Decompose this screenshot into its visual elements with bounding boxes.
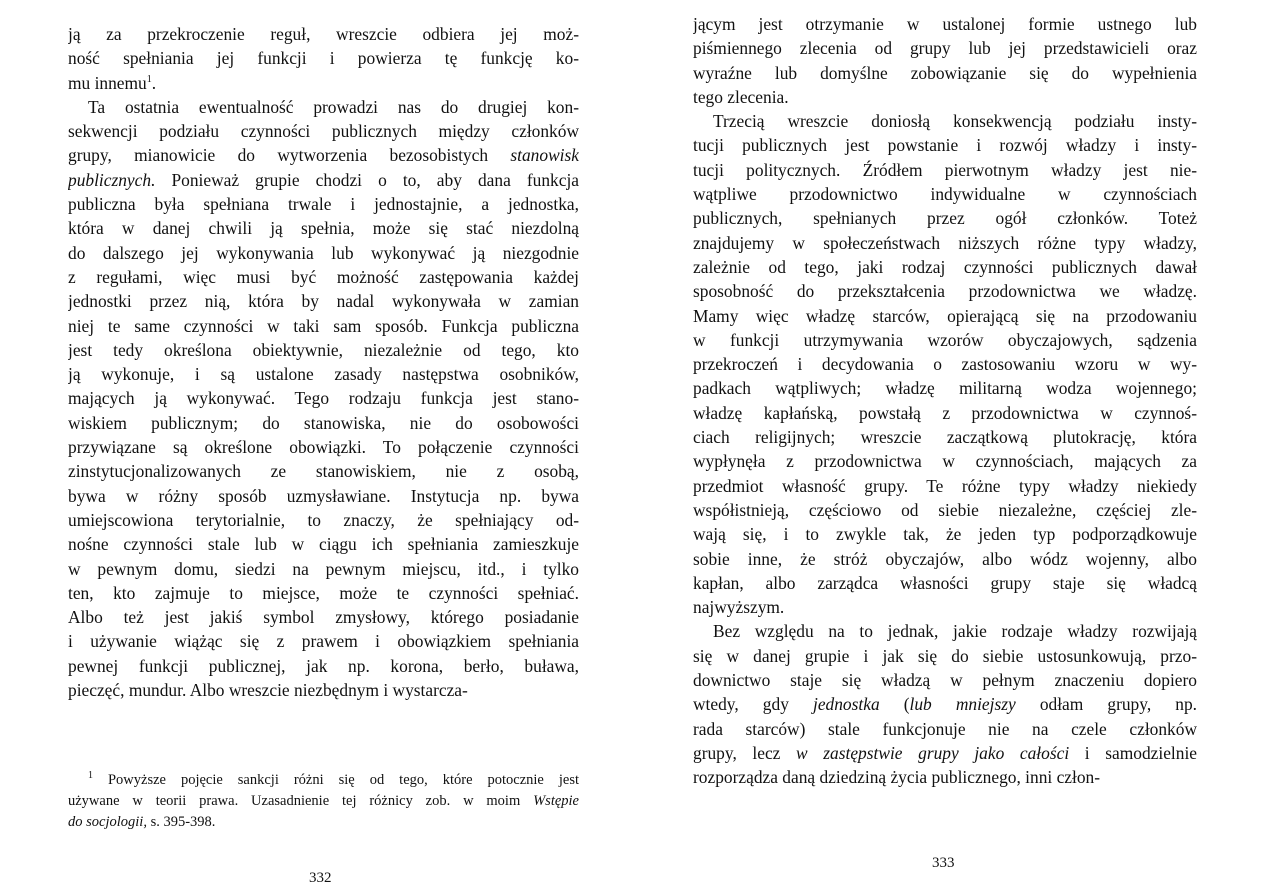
text-line: się w danej grupie i jak się do siebie ustosunkowują, przo-: [693, 645, 1197, 666]
text-line: niej te same czynności w taki sam sposób. Funkcja publiczna: [68, 315, 579, 336]
text-line: wiskiem publicznym; do stanowiska, nie do osobowości: [68, 412, 579, 433]
page-number-left: 332: [309, 870, 332, 886]
text-line: przywiązane są określone obowiązki. To połączenie czynności: [68, 437, 579, 458]
text-line: władzę kapłańską, powstałą z przodownictwa w czynnoś-: [693, 402, 1197, 423]
left-page: [68, 0, 579, 893]
text-line: ność spełniania jej funkcji i powierza tę funkcję ko-: [68, 48, 579, 69]
text-line: sobie inne, że stróż obyczajów, albo wódz wojenny, albo: [693, 548, 1197, 569]
text-line: Trzecią wreszcie doniosłą konsekwencją podziału insty-: [713, 111, 1197, 132]
text-line: zinstytucjonalizowanych ze stanowiskiem, nie z osobą,: [68, 461, 579, 482]
text-line: kapłan, albo zarządca własności grupy staje się władcą: [693, 572, 1197, 593]
text-line: i używanie wiążąc się z prawem i obowiązkiem spełniania: [68, 631, 579, 652]
text-line: w pewnym domu, siedzi na pewnym miejscu, itd., i tylko: [68, 558, 579, 579]
text-line: Albo też jest jakiś symbol zmysłowy, którego posiadanie: [68, 607, 579, 628]
text-line: najwyższym.: [693, 597, 785, 618]
text-line: rada starców) stale funkcjonuje nie na czele członków: [693, 718, 1197, 739]
text-line: padkach wątpliwych; władzę militarną wodza wojennego;: [693, 378, 1197, 399]
text-line: publicznych, spełnianych przez ogół członków. Toteż: [693, 208, 1197, 229]
text-line: nośne czynności stale lub w ciągu ich spełniania zamieszkuje: [68, 534, 579, 555]
text-line: mu innemu$^1$.: [68, 72, 157, 93]
text-line: wątpliwe przodownictwo indywidualne w czynnościach: [693, 184, 1197, 205]
text-line: w funkcji utrzymywania wzorów obyczajowych, sądzenia: [693, 329, 1197, 350]
right-page: [693, 0, 1197, 893]
text-line: sekwencji podziału czynności publicznych między członków: [68, 121, 579, 142]
text-line: jest tedy określona obiektywnie, niezależnie od tego, kto: [68, 339, 579, 360]
text-line: rozporządza daną dziedziną życia publicznego, inni człon-: [693, 767, 1101, 788]
text-line: mających ją wykonywać. Tego rodzaju funkcja jest stano-: [68, 388, 579, 409]
text-line: pewnej funkcji publicznej, jak np. korona, berło, buława,: [68, 655, 579, 676]
text-line: przekroczeń i decydowania o zastosowaniu wzoru w wy-: [693, 354, 1197, 375]
text-line: publiczna była spełniana trwale i jednostajnie, a jednostka,: [68, 194, 579, 215]
text-line: wtedy, gdy jednostka (lub mniejszy odłam grupy, np.: [693, 694, 1197, 715]
text-line: Mamy więc władzę starców, opierającą się na przodowaniu: [693, 305, 1197, 326]
text-line: tucji politycznych. Źródłem pierwotnym władzy jest nie-: [693, 159, 1197, 180]
text-line: ten, kto zajmuje to miejsce, może te czynności spełniać.: [68, 582, 579, 603]
text-line: ją za przekroczenie reguł, wreszcie odbiera jej moż-: [68, 24, 579, 44]
text-line: grupy, lecz w zastępstwie grupy jako całości i samodzielnie: [693, 742, 1197, 763]
text-line: downictwo staje się władzą w pełnym znaczeniu dopiero: [693, 670, 1197, 691]
text-line: tucji publicznych jest powstanie i rozwój władzy i insty-: [693, 135, 1197, 156]
text-line: do dalszego jej wykonywania lub wykonywać ją niezgodnie: [68, 242, 579, 263]
text-line: bywa w różny sposób uzmysławiane. Instytucja np. bywa: [68, 485, 579, 506]
text-line: ją wykonuje, i są ustalone zasady następstwa osobników,: [68, 364, 579, 385]
text-line: współistnieją, częściowo od siebie niezależne, częściej zle-: [693, 499, 1197, 520]
text-line: Ta ostatnia ewentualność prowadzi nas do drugiej kon-: [88, 96, 579, 117]
text-line: przedmiot własność grupy. Te różne typy władzy niekiedy: [693, 475, 1197, 496]
text-line: publicznych. Ponieważ grupie chodzi o to, aby dana funkcja: [68, 169, 579, 190]
text-line: Bez względu na to jednak, jakie rodzaje władzy rozwijają: [713, 621, 1197, 642]
text-line: umiejscowiona terytorialnie, to znaczy, że spełniający od-: [68, 509, 579, 530]
text-line: jącym jest otrzymanie w ustalonej formie ustnego lub: [693, 14, 1197, 34]
text-line: grupy, mianowicie do wytworzenia bezosobistych stanowisk: [68, 145, 579, 166]
text-line: z regułami, więc musi być możność zastępowania każdej: [68, 266, 579, 287]
left-page-body-text: [68, 22, 579, 702]
text-line: która w danej chwili ją spełnia, może się stać niezdolną: [68, 218, 579, 239]
text-line: znajdujemy w społeczeństwach niższych różne typy władzy,: [693, 232, 1197, 253]
footnote: [68, 770, 579, 833]
footnote-line: używane w teorii prawa. Uzasadnienie tej różnicy zob. w moim Wstępie: [68, 793, 579, 809]
right-page-body-text: [693, 12, 1197, 790]
footnote-line: do socjologii, s. 395-398.: [68, 814, 216, 830]
page-number-right: 333: [932, 855, 955, 871]
footnote-line: $^1$ Powyższe pojęcie sankcji różni się od tego, które potocznie jest: [88, 770, 579, 788]
text-line: wypłynęła z przodownictwa w czynnościach, mających za: [693, 451, 1197, 472]
text-line: wyraźne lub domyślne zobowiązanie się do wypełnienia: [693, 62, 1197, 83]
text-line: jednostki przez nią, która by nadal wykonywała w zamian: [68, 291, 579, 312]
text-line: wają się, i to zwykle tak, że jeden typ podporządkowuje: [693, 524, 1197, 545]
text-line: pieczęć, mundur. Albo wreszcie niezbędnym i wystarcza-: [68, 680, 468, 701]
text-line: piśmiennego zlecenia od grupy lub jej przedstawicieli oraz: [693, 38, 1197, 59]
text-line: sposobność do przekształcenia przodownictwa we władzę.: [693, 281, 1197, 302]
text-line: tego zlecenia.: [693, 86, 789, 107]
text-line: ciach religijnych; wreszcie zaczątkową plutokrację, która: [693, 427, 1197, 448]
text-line: zależnie od tego, jaki rodzaj czynności publicznych dawał: [693, 256, 1197, 277]
